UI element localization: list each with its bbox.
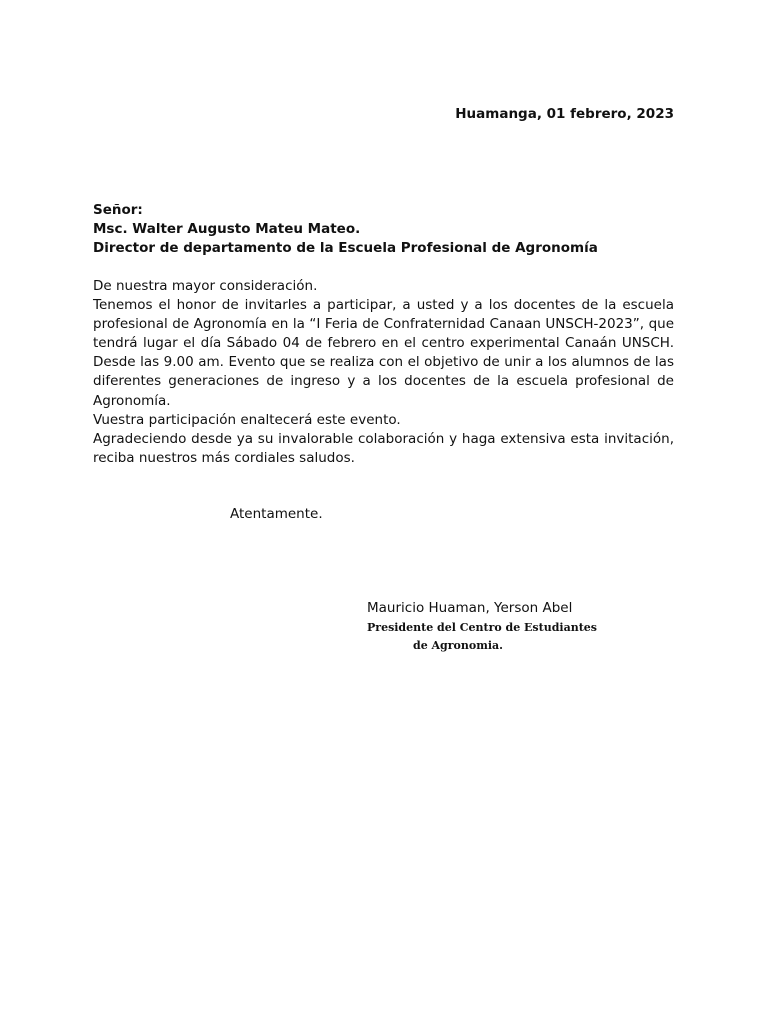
body-paragraph-participation: Vuestra participación enaltecerá este evento. — [93, 411, 401, 428]
signer-title-line2: de Agronomia. — [413, 639, 503, 652]
recipient-block — [93, 201, 683, 258]
letter-body — [93, 277, 674, 468]
recipient-name: Msc. Walter Augusto Mateu Mateo. — [93, 221, 361, 237]
signer-title — [367, 619, 597, 655]
letter-closing: Atentamente. — [230, 506, 323, 522]
body-greeting: De nuestra mayor consideración. — [93, 278, 318, 294]
recipient-position: Director de departamento de la Escuela Profesional de Agronomía — [93, 240, 598, 256]
signer-title-line1: Presidente del Centro de Estudiantes — [367, 621, 597, 634]
body-paragraph-thanks: Agradeciendo desde ya su invalorable colaboración y haga extensiva esta invitación, reciba nuestros más cordiales saludos. — [93, 430, 674, 466]
signer-name: Mauricio Huaman, Yerson Abel — [367, 600, 573, 616]
letter-date: Huamanga, 01 febrero, 2023 — [455, 106, 674, 122]
body-paragraph-invitation: Tenemos el honor de invitarles a participar, a usted y a los docentes de la escuela profesional de Agronomía en la “I Feria de Confraternidad Canaan UNSCH-2023”, que tendrá lugar el día Sábado 04 de febrero en el centro experimental Canaán UNSCH. Desde las 9.00 am. Evento que se realiza con el objetivo de unir a los alumnos de las diferentes generaciones de ingreso y a los docentes de la escuela profesional de Agronomía. — [93, 297, 674, 409]
recipient-salutation: Señor: — [93, 202, 143, 218]
